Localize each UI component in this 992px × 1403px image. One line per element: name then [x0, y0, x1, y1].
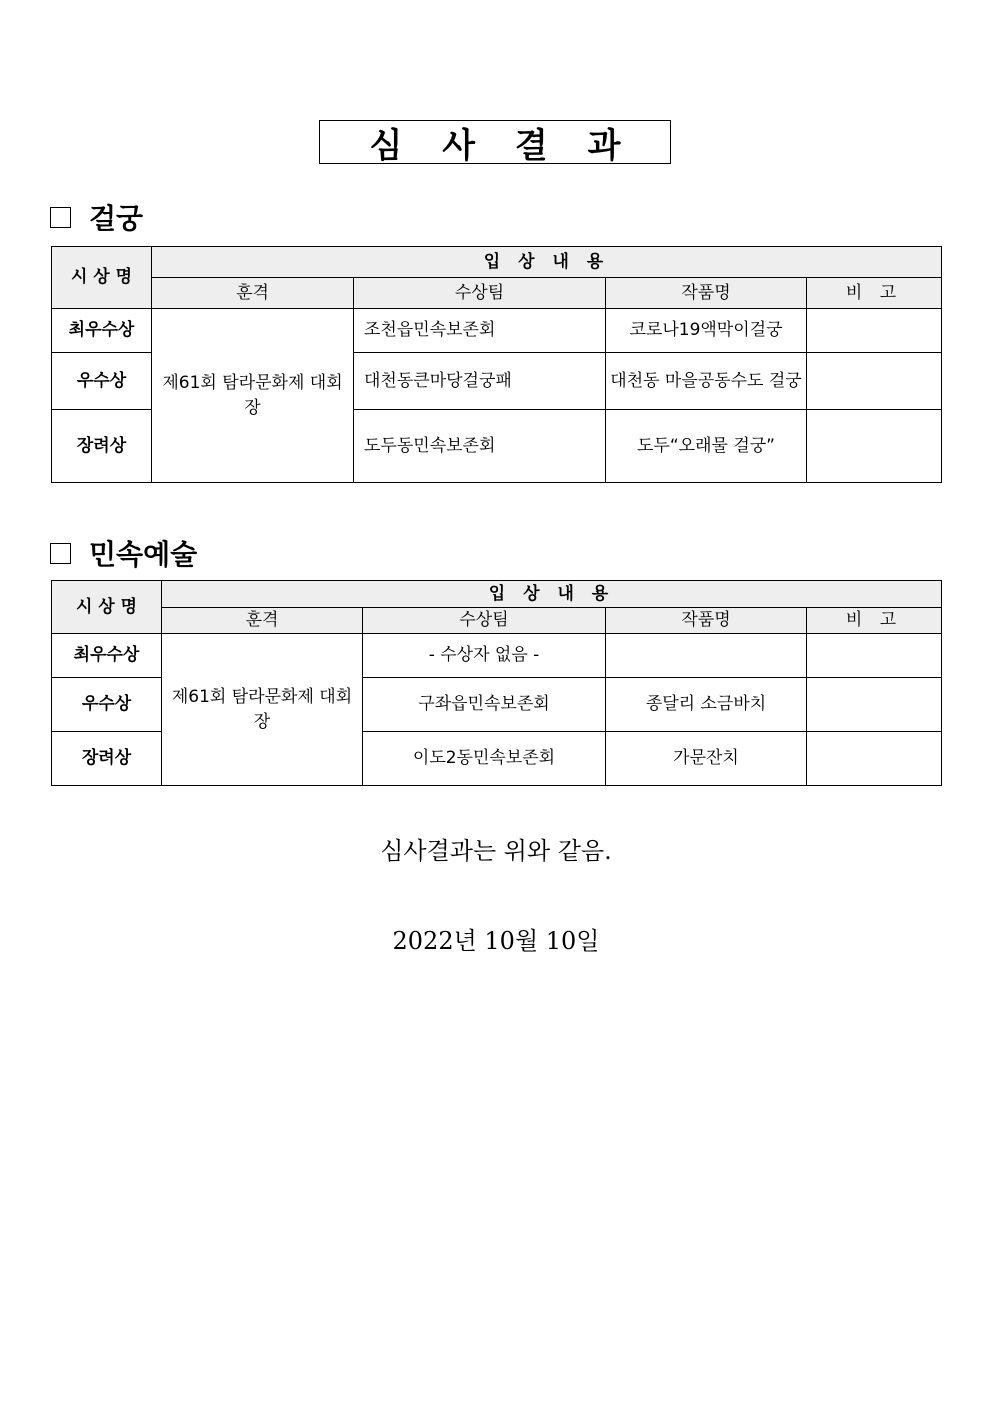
section-heading-label: 민속예술 [89, 538, 198, 571]
award-cell: 최우수상 [52, 309, 152, 353]
medal-cell: 제61회 탐라문화제 대회장 [152, 309, 354, 483]
table-row [52, 309, 942, 353]
team-cell: 대천동큰마당걸궁패 [354, 353, 606, 410]
award-table-folk-art [51, 580, 942, 786]
header-award-name: 시 상 명 [52, 247, 152, 309]
team-cell: 이도2동민속보존회 [363, 732, 606, 786]
document-title: 심 사 결 과 [319, 120, 671, 164]
note-cell [807, 634, 942, 678]
header-award-content: 입 상 내 용 [152, 247, 942, 278]
note-cell [807, 410, 942, 483]
note-cell [807, 678, 942, 732]
work-cell: 대천동 마을공동수도 걸궁 [606, 353, 807, 410]
header-award-content: 입 상 내 용 [162, 581, 942, 608]
work-cell: 코로나19액막이걸궁 [606, 309, 807, 353]
team-cell: 구좌읍민속보존회 [363, 678, 606, 732]
header-work: 작품명 [606, 278, 807, 309]
note-cell [807, 353, 942, 410]
closing-statement: 심사결과는 위와 같음. [380, 837, 612, 865]
header-team: 수상팀 [354, 278, 606, 309]
team-cell: 도두동민속보존회 [354, 410, 606, 483]
award-table-gulgung [51, 246, 942, 483]
note-cell [807, 309, 942, 353]
award-cell: 장려상 [52, 732, 162, 786]
document-date: 2022년 10월 10일 [392, 927, 600, 955]
note-cell [807, 732, 942, 786]
header-note: 비 고 [807, 608, 942, 634]
header-team: 수상팀 [363, 608, 606, 634]
checkbox-icon [50, 207, 71, 228]
header-award-name: 시 상 명 [52, 581, 162, 634]
team-cell: - 수상자 없음 - [363, 634, 606, 678]
medal-cell: 제61회 탐라문화제 대회장 [162, 634, 363, 786]
work-cell: 도두“오래물 걸궁” [606, 410, 807, 483]
section-heading-gulgung [50, 197, 143, 237]
section-heading-folk-art [50, 533, 197, 573]
header-medal: 훈격 [152, 278, 354, 309]
team-cell: 조천읍민속보존회 [354, 309, 606, 353]
award-cell: 장려상 [52, 410, 152, 483]
work-cell: 가문잔치 [606, 732, 807, 786]
award-cell: 최우수상 [52, 634, 162, 678]
award-cell: 우수상 [52, 678, 162, 732]
table-row [52, 634, 942, 678]
section-heading-label: 걸궁 [89, 202, 144, 235]
work-cell [606, 634, 807, 678]
header-work: 작품명 [606, 608, 807, 634]
award-cell: 우수상 [52, 353, 152, 410]
header-note: 비 고 [807, 278, 942, 309]
checkbox-icon [50, 543, 71, 564]
work-cell: 종달리 소금바치 [606, 678, 807, 732]
header-medal: 훈격 [162, 608, 363, 634]
